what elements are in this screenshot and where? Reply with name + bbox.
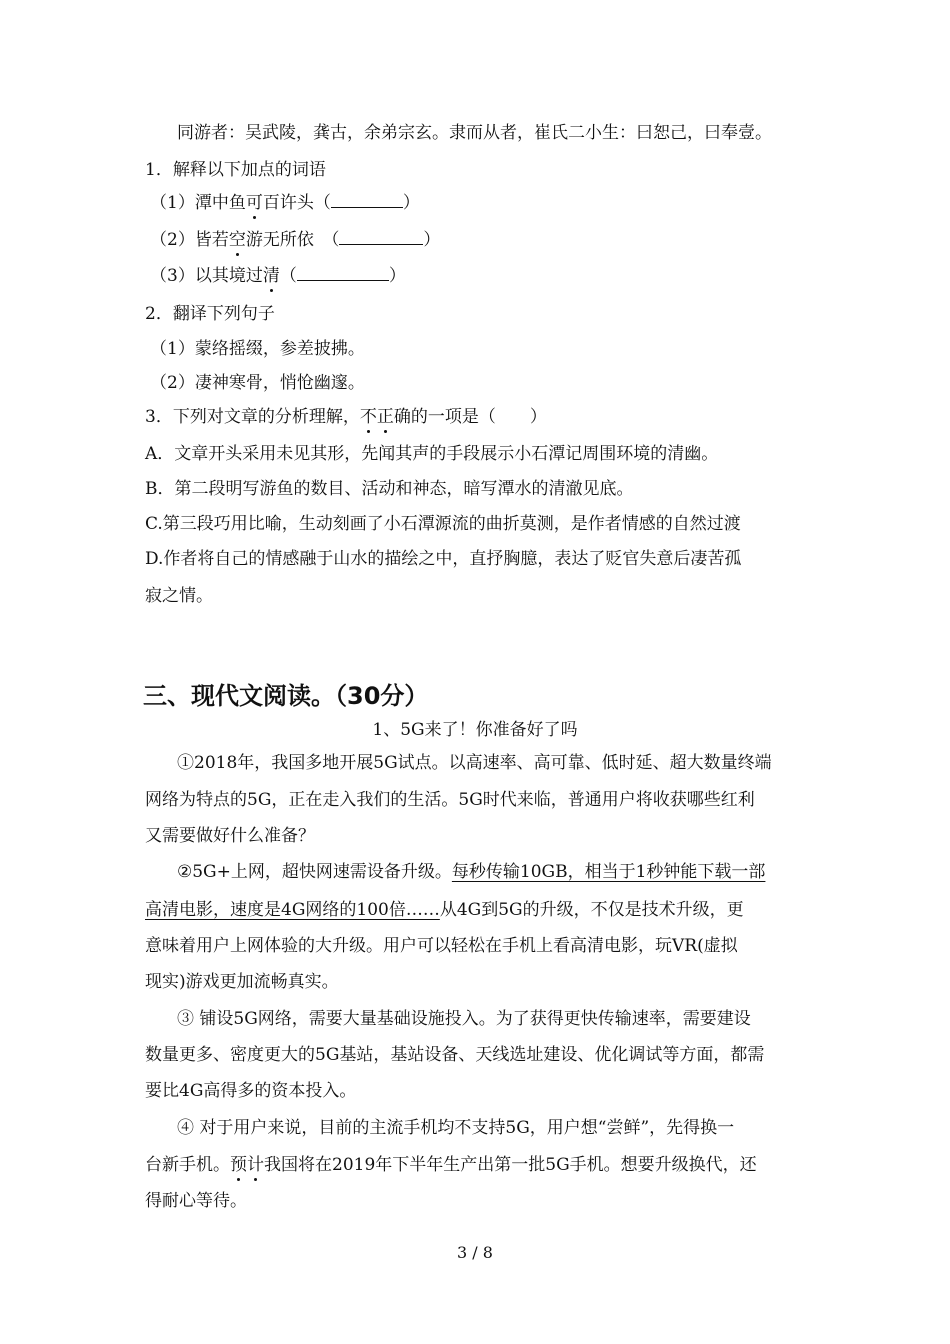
underlined-text: 高清电影，速度是4G网络的100倍…… — [145, 900, 440, 920]
paragraph-2-line-4: 现实)游戏更加流畅真实。 — [145, 972, 339, 992]
paragraph-4-line-2: 台新手机。预计我国将在2019年下半年生产出第一批5G手机。想要升级换代，还 — [145, 1155, 757, 1175]
paragraph-2-line-1: ②5G+上网，超快网速需设备升级。每秒传输10GB，相当于1秒钟能下载一部 — [177, 862, 766, 882]
paragraph-1-line-3: 又需要做好什么准备？ — [145, 826, 315, 846]
dotted-word: 清 — [262, 266, 280, 286]
paragraph-4-line-3: 得耐心等待。 — [145, 1191, 247, 1211]
answer-blank[interactable] — [339, 230, 423, 245]
intro-line: 同游者：吴武陵，龚古，余弟宗玄。隶而从者，崔氏二小生：曰恕己，曰奉壹。 — [177, 123, 772, 143]
q3-option-d: D.作者将自己的情感融于山水的描绘之中，直抒胸臆，表达了贬官失意后凄苦孤 — [145, 549, 742, 569]
paragraph-3-line-1: ③ 铺设5G网络，需要大量基础设施投入。为了获得更快传输速率，需要建设 — [177, 1009, 751, 1029]
paragraph-2-line-2: 高清电影，速度是4G网络的100倍……从4G到5G的升级，不仅是技术升级，更 — [145, 900, 744, 920]
q3-option-c: C.第三段巧用比喻，生动刻画了小石潭源流的曲折莫测，是作者情感的自然过渡 — [145, 514, 741, 534]
q1-item-1: （1）潭中鱼可百许头（ ） — [150, 193, 420, 213]
paragraph-3-line-3: 要比4G高得多的资本投入。 — [145, 1081, 357, 1101]
paragraph-1-line-1: ①2018年，我国多地开展5G试点。以高速率、高可靠、低时延、超大数量终端 — [177, 753, 772, 773]
q2-item-1: （1）蒙络摇缀，参差披拂。 — [150, 339, 365, 359]
q1-title: 1．解释以下加点的词语 — [145, 160, 326, 180]
paragraph-1-line-2: 网络为特点的5G，正在走入我们的生活。5G时代来临，普通用户将收获哪些红利 — [145, 790, 755, 810]
underlined-text: 每秒传输10GB，相当于1秒钟能下载一部 — [451, 862, 766, 882]
q1-item-2: （2）皆若空游无所依 （ ） — [150, 230, 441, 250]
q2-title: 2．翻译下列句子 — [145, 304, 275, 324]
answer-blank[interactable] — [297, 266, 389, 281]
dotted-word: 空 — [228, 230, 246, 250]
answer-blank[interactable] — [331, 193, 403, 208]
article-title: 1、5G来了！你准备好了吗 — [372, 720, 578, 740]
q3-option-d-cont: 寂之情。 — [145, 586, 213, 606]
page-number: 3 / 8 — [457, 1243, 493, 1262]
paragraph-3-line-2: 数量更多、密度更大的5G基站，基站设备、天线选址建设、优化调试等方面，都需 — [145, 1045, 765, 1065]
q2-item-2: （2）凄神寒骨，悄怆幽邃。 — [150, 373, 365, 393]
dotted-word: 可 — [245, 193, 263, 213]
q3-option-b: B．第二段明写游鱼的数目、活动和神态，暗写潭水的清澈见底。 — [145, 479, 634, 499]
q3-option-a: A．文章开头采用未见其形，先闻其声的手段展示小石潭记周围环境的清幽。 — [145, 444, 719, 464]
section-title: 三、现代文阅读。（30分） — [143, 682, 429, 710]
q3-title: 3．下列对文章的分析理解，不正确的一项是（ ） — [145, 407, 547, 427]
paragraph-4-line-1: ④ 对于用户来说，目前的主流手机均不支持5G，用户想“尝鲜”，先得换一 — [177, 1118, 735, 1138]
paragraph-2-line-3: 意味着用户上网体验的大升级。用户可以轻松在手机上看高清电影，玩VR(虚拟 — [145, 936, 738, 956]
q1-item-3: （3）以其境过清（ ） — [150, 266, 406, 286]
